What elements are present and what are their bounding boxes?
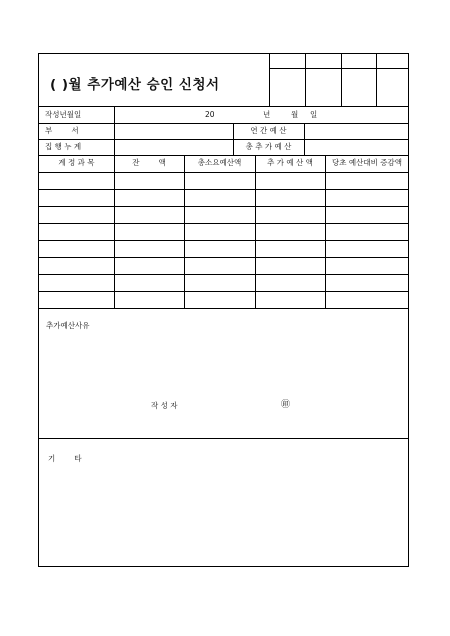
table-col-line: [114, 155, 115, 308]
form-title: ( )월 추가예산 승인 신청서: [50, 77, 220, 93]
date-month: 월: [291, 110, 299, 119]
date-year: 년: [263, 110, 271, 119]
table-col-line: [325, 155, 326, 308]
table-row[interactable]: [39, 291, 409, 292]
table-row[interactable]: [39, 257, 409, 258]
table-row[interactable]: [39, 206, 409, 207]
exec-cumulative-label: 집 행 누 계: [45, 142, 82, 151]
table-header-3: 총소요예산액: [197, 158, 242, 167]
table-row[interactable]: [39, 223, 409, 224]
row-line: [39, 139, 409, 140]
reason-label: 추가예산사유: [46, 321, 90, 330]
table-col-line: [184, 155, 185, 308]
approval-box-divider: [376, 54, 377, 106]
total-extra-budget-label: 총 추 가 예 산: [245, 142, 292, 151]
approval-box-header-line: [269, 68, 409, 69]
date-day: 일: [310, 110, 318, 119]
approval-box-divider: [269, 54, 270, 106]
approval-box-divider: [305, 54, 306, 106]
date-label: 작성년월일: [45, 110, 82, 119]
seal-icon: ㊞: [281, 400, 291, 410]
application-form: [38, 53, 409, 567]
dept-label: 부 서: [45, 126, 79, 135]
table-header-1: 계 정 과 목: [58, 158, 95, 167]
table-row[interactable]: [39, 240, 409, 241]
info-col-line: [114, 106, 115, 155]
table-header-2: 잔 액: [132, 158, 166, 167]
other-label: 기 타: [48, 454, 82, 463]
date-year-prefix: 20: [205, 110, 215, 119]
table-header-line: [39, 172, 409, 173]
header-bottom-line: [39, 106, 409, 107]
row-line: [39, 123, 409, 124]
approval-box-divider: [341, 54, 342, 106]
table-col-line: [255, 155, 256, 308]
table-header-4: 추 가 예 산 액: [267, 158, 313, 167]
annual-budget-label: 연 간 예 산: [250, 126, 287, 135]
table-header-5: 당초 예산대비 증감액: [332, 158, 402, 167]
row-line: [39, 155, 409, 156]
table-row[interactable]: [39, 189, 409, 190]
table-row[interactable]: [39, 308, 409, 309]
author-label: 작 성 자: [151, 401, 178, 410]
section-divider: [39, 438, 409, 439]
info-col-line: [304, 123, 305, 155]
table-row[interactable]: [39, 274, 409, 275]
